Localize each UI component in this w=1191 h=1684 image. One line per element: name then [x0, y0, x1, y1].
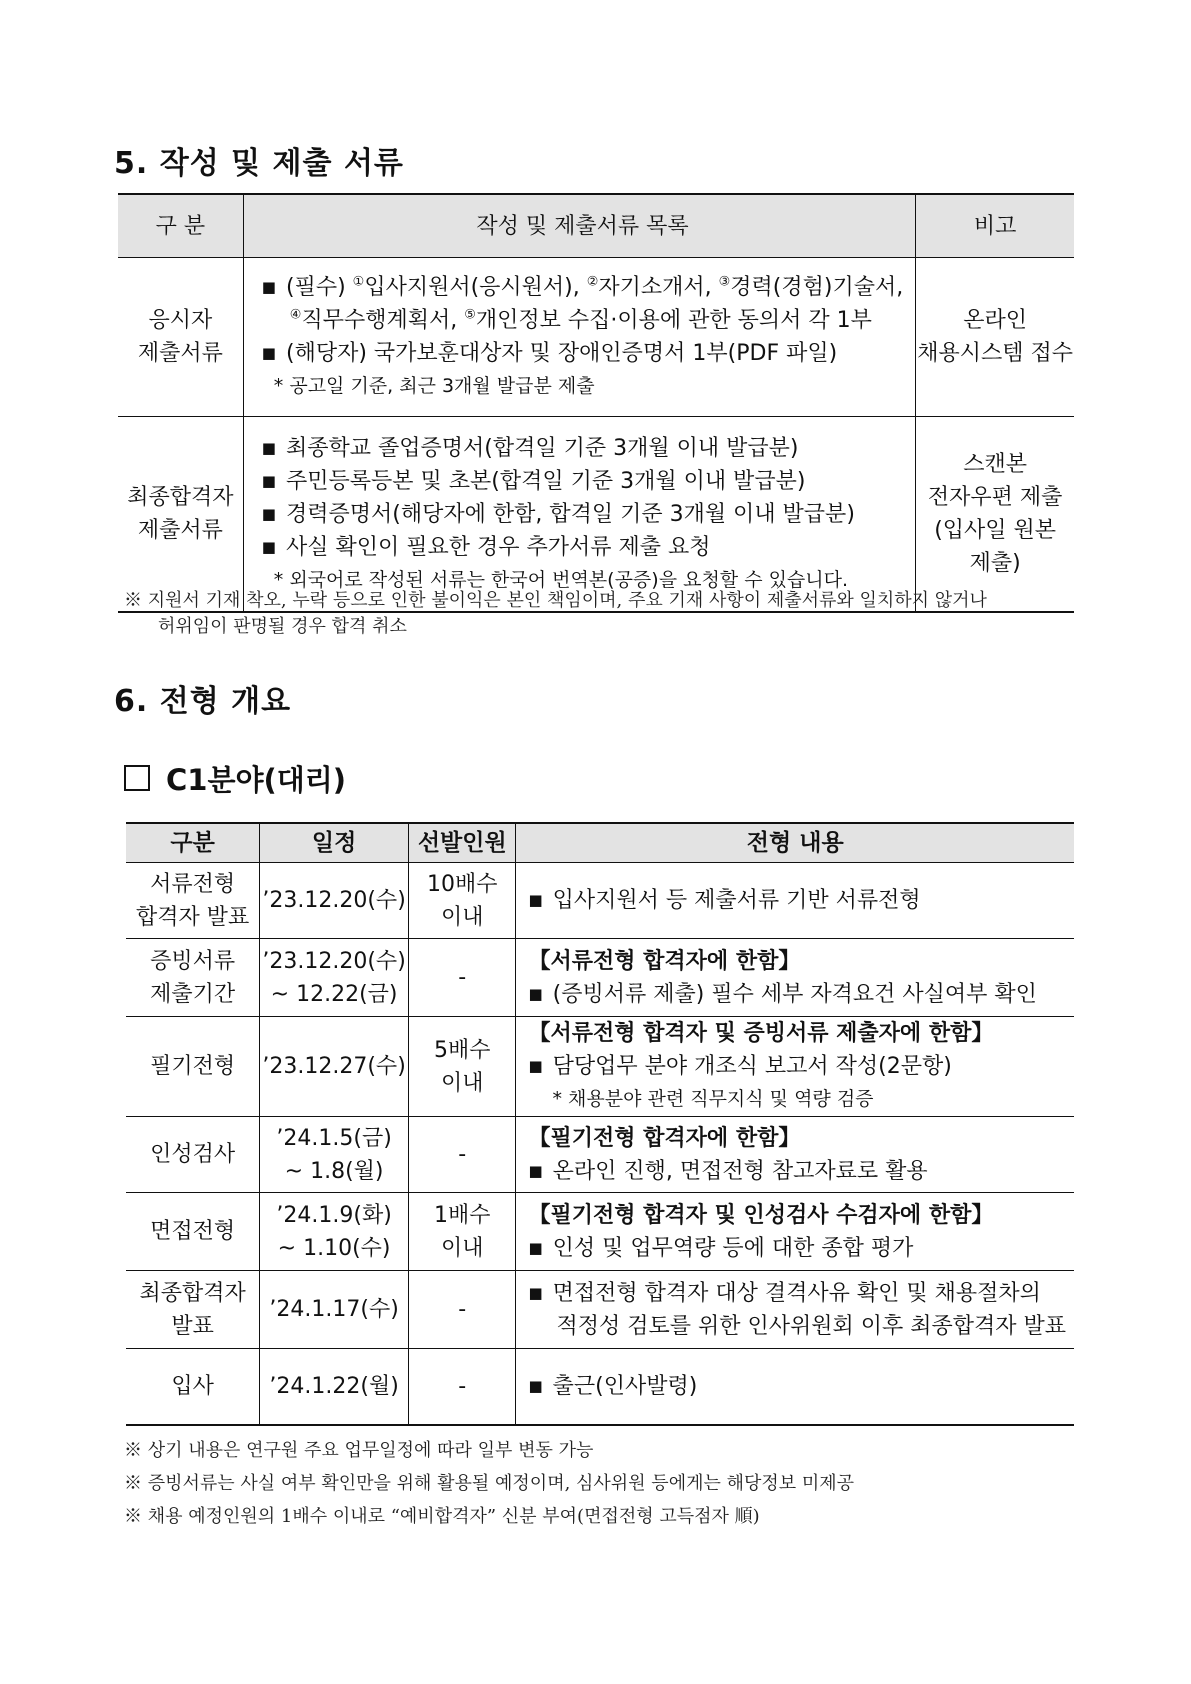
eligibility-label: 【서류전형 합격자 및 증빙서류 제출자에 한함】 — [528, 1021, 994, 1046]
stage-cell: 서류전형 합격자 발표 — [126, 863, 260, 939]
list-item: ■ 담당업무 분야 개조식 보고서 작성(2문항) — [528, 1050, 1066, 1083]
document-list-cell — [243, 258, 915, 417]
header-content: 전형 내용 — [516, 823, 1074, 863]
header-remark: 비고 — [916, 194, 1074, 258]
table-header-row — [118, 194, 1074, 258]
count-cell: 10배수 이내 — [409, 863, 516, 939]
stage-cell: 면접전형 — [126, 1193, 260, 1271]
table-header-row — [126, 823, 1074, 863]
date-cell: ’24.1.9(화) ~ 1.10(수) — [260, 1193, 409, 1271]
eligibility-label: 【필기전형 합격자에 한함】 — [528, 1125, 801, 1151]
list-note: * 외국어로 작성된 서류는 한국어 번역본(공증)을 요청할 수 있습니다. — [273, 568, 849, 591]
date-cell: ’23.12.20(수) — [260, 863, 409, 939]
content-cell — [516, 1193, 1074, 1271]
content-cell — [516, 1117, 1074, 1193]
table-row — [118, 258, 1074, 417]
list-item: ■ 온라인 진행, 면접전형 참고자료로 활용 — [528, 1155, 1066, 1188]
count-cell: - — [409, 939, 516, 1017]
list-item: * 채용분야 관련 직무지식 및 역량 검증 — [552, 1088, 874, 1110]
count-cell: - — [409, 1271, 516, 1349]
stage-cell: 필기전형 — [126, 1017, 260, 1117]
eligibility-label: 【서류전형 합격자에 한함】 — [528, 948, 801, 974]
stage-cell: 입사 — [126, 1349, 260, 1425]
table-row — [126, 1017, 1074, 1117]
section-6-footnotes: ※ 상기 내용은 연구원 주요 업무일정에 따라 일부 변동 가능 ※ 증빙서류는 사실 여부 확인만을 위해 활용될 예정이며, 심사위원 등에게는 해당정보 미제공 ※ 채용 예정인원의 1배수 이내로 “예비합격자” 신분 부여(면접전형 고득점자 順) — [124, 1440, 855, 1527]
date-cell: ’23.12.20(수) ~ 12.22(금) — [260, 939, 409, 1017]
list-item: ■ 인성 및 업무역량 등에 대한 종합 평가 — [528, 1232, 1066, 1265]
section-5-footnote: ※ 지원서 기재 착오, 누락 등으로 인한 불이익은 본인 책임이며, 주요 기재 사항이 제출서류와 일치하지 않거나 허위임이 판명될 경우 합격 취소 — [124, 590, 987, 637]
count-cell: 1배수 이내 — [409, 1193, 516, 1271]
table-row — [126, 863, 1074, 939]
remark-cell: 스캔본 전자우편 제출 (입사일 원본 제출) — [927, 452, 1063, 576]
date-cell: ’24.1.17(수) — [260, 1271, 409, 1349]
documents-table — [118, 193, 1074, 613]
content-cell — [516, 1349, 1074, 1425]
document-list-cell — [243, 417, 915, 613]
list-item: ■ 사실 확인이 필요한 경우 추가서류 제출 요청 — [262, 531, 903, 564]
table-row — [126, 1271, 1074, 1349]
stage-cell: 증빙서류 제출기간 — [126, 939, 260, 1017]
table-row — [126, 939, 1074, 1017]
table-row — [126, 1193, 1074, 1271]
content-cell — [516, 939, 1074, 1017]
list-item: ■ 주민등록등본 및 초본(합격일 기준 3개월 이내 발급분) — [262, 465, 903, 498]
list-item: ■ 최종학교 졸업증명서(합격일 기준 3개월 이내 발급분) — [262, 432, 903, 465]
list-item: ■ 경력증명서(해당자에 한함, 합격일 기준 3개월 이내 발급분) — [262, 498, 903, 531]
eligibility-label: 【필기전형 합격자 및 인성검사 수검자에 한함】 — [528, 1202, 994, 1228]
header-stage: 구분 — [126, 823, 260, 863]
content-cell — [516, 1271, 1074, 1349]
count-cell: - — [409, 1117, 516, 1193]
section-6-title: 6. 전형 개요 — [114, 684, 292, 719]
list-item: ■ (해당자) 국가보훈대상자 및 장애인증명서 1부(PDF 파일) — [262, 337, 903, 370]
category-cell: 응시자 제출서류 — [118, 258, 243, 417]
checkbox-square-icon — [124, 765, 150, 791]
section-5-title: 5. 작성 및 제출 서류 — [114, 146, 404, 181]
list-item: ■ (증빙서류 제출) 필수 세부 자격요건 사실여부 확인 — [528, 978, 1066, 1011]
stage-cell: 인성검사 — [126, 1117, 260, 1193]
list-item: ■ (필수) ①입사지원서(응시원서), ②자기소개서, ③경력(경험)기술서, — [262, 271, 903, 304]
category-cell: 최종합격자 제출서류 — [118, 417, 243, 613]
header-document-list: 작성 및 제출서류 목록 — [243, 194, 915, 258]
table-row — [126, 1117, 1074, 1193]
remark-cell: 온라인 채용시스템 접수 — [916, 258, 1074, 417]
subsection-title: C1분야(대리) — [124, 758, 346, 799]
selection-schedule-table — [126, 822, 1074, 1426]
list-item: ■ 면접전형 합격자 대상 결격사유 확인 및 채용절차의 — [528, 1277, 1066, 1310]
list-item: ■ 입사지원서 등 제출서류 기반 서류전형 — [528, 884, 1066, 917]
list-note: * 공고일 기준, 최근 3개월 발급분 제출 — [273, 375, 595, 397]
stage-cell: 최종합격자 발표 — [126, 1271, 260, 1349]
content-cell — [516, 1017, 1074, 1117]
list-item: ■ 출근(인사발령) — [528, 1370, 1066, 1403]
schedule-rows — [126, 863, 1074, 1425]
count-cell: - — [409, 1349, 516, 1425]
date-cell: ’24.1.22(월) — [260, 1349, 409, 1425]
date-cell: ’23.12.27(수) — [260, 1017, 409, 1117]
header-category: 구 분 — [118, 194, 243, 258]
list-item: 적정성 검토를 위한 인사위원회 이후 최종합격자 발표 — [556, 1313, 1066, 1339]
table-row — [118, 417, 1074, 613]
table-row — [126, 1349, 1074, 1425]
header-date: 일정 — [260, 823, 409, 863]
content-cell — [516, 863, 1074, 939]
date-cell: ’24.1.5(금) ~ 1.8(월) — [260, 1117, 409, 1193]
count-cell: 5배수 이내 — [409, 1017, 516, 1117]
list-item-continuation: ④직무수행계획서, ⑤개인정보 수집·이용에 관한 동의서 각 1부 — [289, 307, 872, 333]
header-count: 선발인원 — [409, 823, 516, 863]
